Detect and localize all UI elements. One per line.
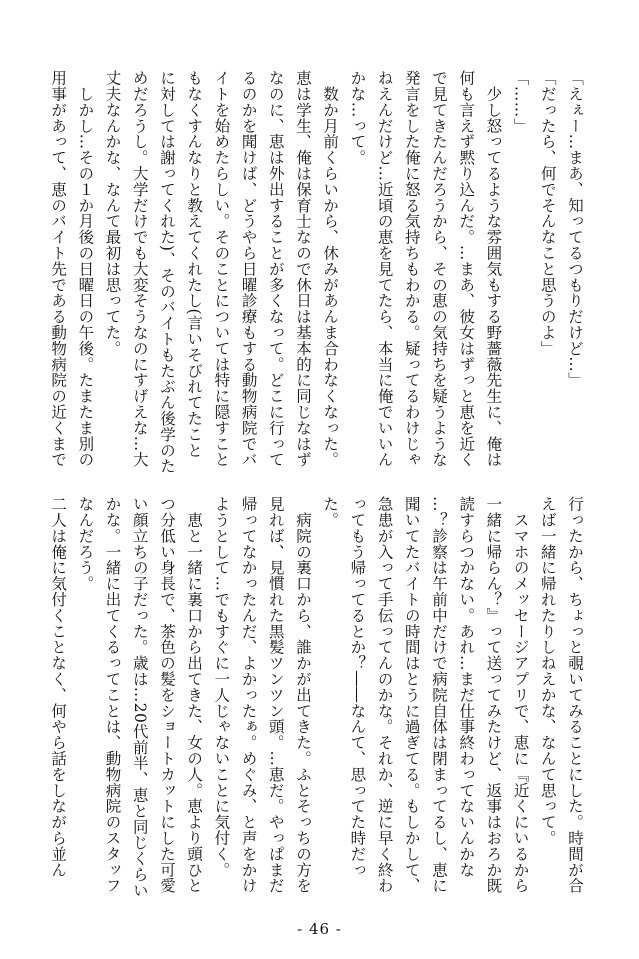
text-line: 恵と一緒に裏口から出てきた、女の人。恵より頭ひと [185,496,204,894]
text-line: た。 [321,496,340,528]
text-line: 用事があって、恵のバイト先である動物病院の近くまで [49,70,68,468]
text-line: 読すらつかない。あれ…まだ仕事終わってないんかな [457,496,476,878]
text-line: 発言をした俺に怒る気持ちもわかる。疑ってるわけじゃ [402,70,421,468]
text-line: 丈夫なんかな、なんて最初は思ってた。 [103,70,122,357]
text-line: 少し怒ってるような雰囲気もする野薔薇先生に、俺は [484,70,503,468]
text-line: かな…って。 [348,70,367,166]
text-line: ねえんだけど…近頃の恵を見てたら、本当に俺でいいん [375,70,394,468]
text-line: 「……」 [511,70,530,134]
text-line: しかし…その１か月後の日曜日の午後。たまたま別の [76,70,95,468]
text-line: 聞いてたバイトの時間はとうに過ぎてる。もしかして、 [402,496,421,894]
text-line: つ分低い身長で、茶色の髪をショートカットにした可愛 [157,496,176,894]
text-line: めだろうし。大学だけでも大変そうなのにすげえな…大 [130,70,149,468]
text-line: スマホのメッセージアプリで、恵に『近くにいるから [511,496,530,894]
text-line: に対しては謝ってくれた)、そのバイトもたぶん後学のた [157,70,176,474]
text-line: …？診察は午前中だけで病院自体は閉まってるし、恵に [429,496,448,894]
lower-text-block [49,496,588,899]
text-line: もなくすんなりと教えてくれたし(言いそびれてたこと [185,70,204,459]
text-line: で見てきたんだろうから、その恵の気持ちを疑うような [429,70,448,468]
text-line: い顔立ちの子だった。歳は…20代前半、恵と同じくらい [130,496,149,899]
upper-text-block [49,70,588,474]
text-line: 「えぇー…まあ、知ってるつもりだけど…」 [566,70,584,388]
text-line: 一緒に帰らん？』って送ってみたけど、返事はおろか既 [484,496,503,894]
text-line: 二人は俺に気付くことなく、何やら話をしながら並ん [49,496,68,878]
text-line: ってもう帰ってるとか？――なんて、思ってた時だっ [348,496,367,878]
text-line: 何も言えず黙り込んだ。…まあ、彼女はずっと恵を近く [457,70,476,468]
text-line: 見れば、見慣れた黒髪ツンツン頭。…恵だ。やっぱまだ [266,496,285,894]
text-line: なのに、恵は外出することが多くなって。どこに行って [266,70,285,468]
text-line: ようとして…でもすぐに一人じゃないことに気付く。 [212,496,231,878]
text-line: 「だったら、何でそんなこと思うのよ」 [538,70,557,357]
text-line: 数か月前くらいから、休みがあんま合わなくなった。 [321,70,340,468]
text-line: 恵は学生、俺は保育士なので休日は基本的に同じなはず [293,70,312,468]
text-line: イトを始めたらしい。そのことについては特に隠すこと [212,70,231,468]
text-line: るのかを聞けば、どうやら日曜診療もする動物病院でバ [239,70,258,468]
text-line: 帰ってなかったんだ、よかったぁ。めぐみ、と声をかけ [239,496,258,894]
text-line: 病院の裏口から、誰かが出てきた。ふとそっちの方を [293,496,312,894]
page-number: - 46 - [297,920,342,938]
text-line: 行ったから、ちょっと覗いてみることにした。時間が合 [566,496,584,894]
text-line: 急患が入って手伝ってんのかな。それか、逆に早く終わ [375,496,394,894]
text-line: かな。一緒に出てくるってことは、動物病院のスタッフ [103,496,122,894]
text-line: えば一緒に帰れたりしねえかな、なんて思って。 [538,496,557,846]
text-line: なんだろう。 [76,496,95,592]
